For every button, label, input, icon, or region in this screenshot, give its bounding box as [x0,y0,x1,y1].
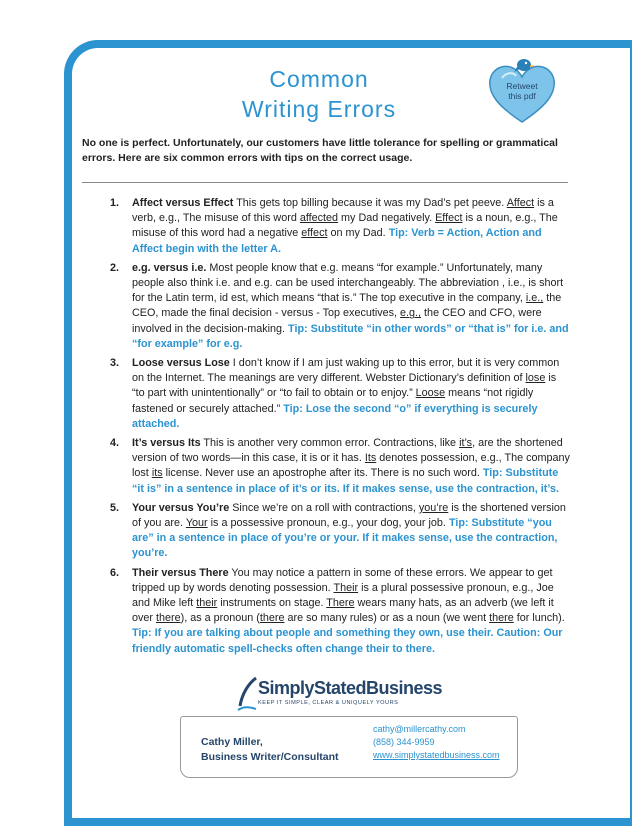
item-text: on my Dad. [327,227,389,240]
author-role: Business Writer/Consultant [201,751,339,763]
item-text: are so many rules) or as a noun (we went [284,612,490,625]
list-item [110,566,570,657]
underlined-word: There [326,597,355,610]
item-text: is a verb, e.g., The misuse of this word [132,197,554,225]
logo-name: SimplyStatedBusiness [258,678,443,698]
page-title-line1: Common [269,66,369,92]
item-text: for lunch). [513,612,565,625]
item-number: 5. [110,501,120,514]
item-number: 4. [110,437,120,450]
item-text: This is another very common error. Contractions, like [200,437,460,450]
item-number: 2. [110,261,120,274]
list-item [110,501,570,562]
underlined-word: it’s [459,437,473,450]
contact-footer [180,716,518,778]
author-name: Cathy Miller, [201,736,263,748]
item-text: is the shortened version of you are. [132,501,566,530]
underlined-word: effect [301,227,328,240]
item-text: is a possessive pronoun, e.g., your dog, your job. [207,517,449,530]
email-link[interactable]: cathy@millercathy.com [373,724,466,734]
logo-tagline: KEEP IT SIMPLE, CLEAR & UNIQUELY YOURS [258,700,399,706]
item-number: 6. [110,566,120,579]
item-text: instruments on stage. [217,597,327,610]
item-text: Most people know that e.g. means “for example.” Unfortunately, many people also think i.e. and e.g. can be used interchangeably. The abbreviation , i.e., is short for the Latin term, id est, which means “that is.” The top executive in the company, [132,261,564,305]
underlined-word: Effect [435,212,463,225]
tip-text: Tip: Verb = Action, Action and Affect begin with the letter A. [132,227,542,255]
item-text: denotes possession, e.g., The company lost [132,452,570,480]
pen-swoosh-icon [236,676,258,712]
retweet-badge[interactable] [484,56,560,126]
heart-bird-icon [484,56,560,126]
underlined-word: its [151,467,163,480]
underlined-word: Their [333,581,359,594]
item-text: I don’t know if I am just waking up to this error, but it is very common on the Internet. The meanings are very different. Webster Dictionary’s definition of [132,357,560,385]
tip-text: Tip: Substitute “you are” in a sentence in place of you’re or your. If it makes sense, use the contraction, you’re. [132,517,558,560]
page-title-line2: Writing Errors [241,96,397,122]
phone-number: (858) 344-9959 [373,737,435,747]
errors-list [110,196,570,661]
divider [82,182,568,183]
item-heading: Loose versus Lose [132,357,230,370]
item-number: 3. [110,357,120,370]
badge-line2: this pdf [508,91,536,101]
list-item [110,356,570,432]
item-text: Since we’re on a roll with contractions, [229,501,419,514]
list-item [110,196,570,257]
item-text: is a noun, e.g., The misuse of this word had a negative [132,212,558,240]
badge-line1: Retweet [506,81,538,91]
item-text: is a plural possessive pronoun, e.g., Joe and Mike left [132,581,554,610]
item-text: the CEO, made the final decision - versus - Top executives, [132,292,562,320]
list-item [110,261,570,352]
underlined-word: Your [185,517,208,530]
item-text: license. Never use an apostrophe after its. There is no such word. [162,467,483,480]
item-text: is “to part with unintentionally” or “to fail to obtain or to enjoy.” [132,372,557,400]
underlined-word: e.g., [400,307,422,320]
item-heading: e.g. versus i.e. [132,261,207,274]
item-text: This gets top billing because it was my Dad’s pet peeve. [233,197,507,209]
underlined-word: affected [299,212,339,225]
underlined-word: Affect [506,197,535,209]
tip-text: Tip: Substitute “in other words” or “that is” for i.e. and “for example” for e.g. [132,322,569,350]
intro-paragraph: No one is perfect. Unfortunately, our customers have little tolerance for spelling or grammatical errors. Here are six common errors with tips on the correct usage. [82,137,558,164]
underlined-word: Its [364,452,377,465]
underlined-word: Loose [415,387,446,400]
item-text: my Dad negatively. [338,212,436,225]
item-text: You may notice a pattern in some of these errors. We appear to get tripped up by words denoting possession. [132,566,553,594]
item-text: means “not rigidly fastened or securely attached.” [132,387,534,415]
underlined-word: you’re [418,501,449,514]
item-heading: It’s versus Its [132,437,201,450]
item-text: ), as a pronoun ( [180,612,260,625]
tip-text: Tip: Substitute “it is” in a sentence in place of it’s or its. If it makes sense, use the contraction, it’s. [132,467,559,495]
underlined-word: i.e., [525,292,544,305]
item-text: the CEO and CFO, were involved in the decision-making. [132,307,542,335]
contact-details [373,723,500,762]
author-block [201,735,339,765]
company-logo [236,676,486,716]
item-text: wears many hats, as an adverb (we left it over [132,597,554,625]
item-heading: Affect versus Effect [132,197,234,209]
tip-text: Tip: Lose the second “o” if everything is securely attached. [132,402,538,430]
underlined-word: there [156,612,181,625]
item-heading: Their versus There [132,566,229,579]
underlined-word: there [259,612,285,625]
item-heading: Your versus You’re [132,501,230,514]
underlined-word: lose [525,372,546,385]
item-number: 1. [110,197,120,209]
underlined-word: their [196,597,218,610]
item-text: , are the shortened version of two words—in this case, it is or it has. [132,437,563,465]
underlined-word: there [489,612,514,625]
website-link[interactable]: www.simplystatedbusiness.com [373,750,500,760]
tip-text: Tip: If you are talking about people and something they own, use their. Caution: Our friendly automatic spell-checks often change their to there. [132,627,563,655]
list-item [110,436,570,497]
